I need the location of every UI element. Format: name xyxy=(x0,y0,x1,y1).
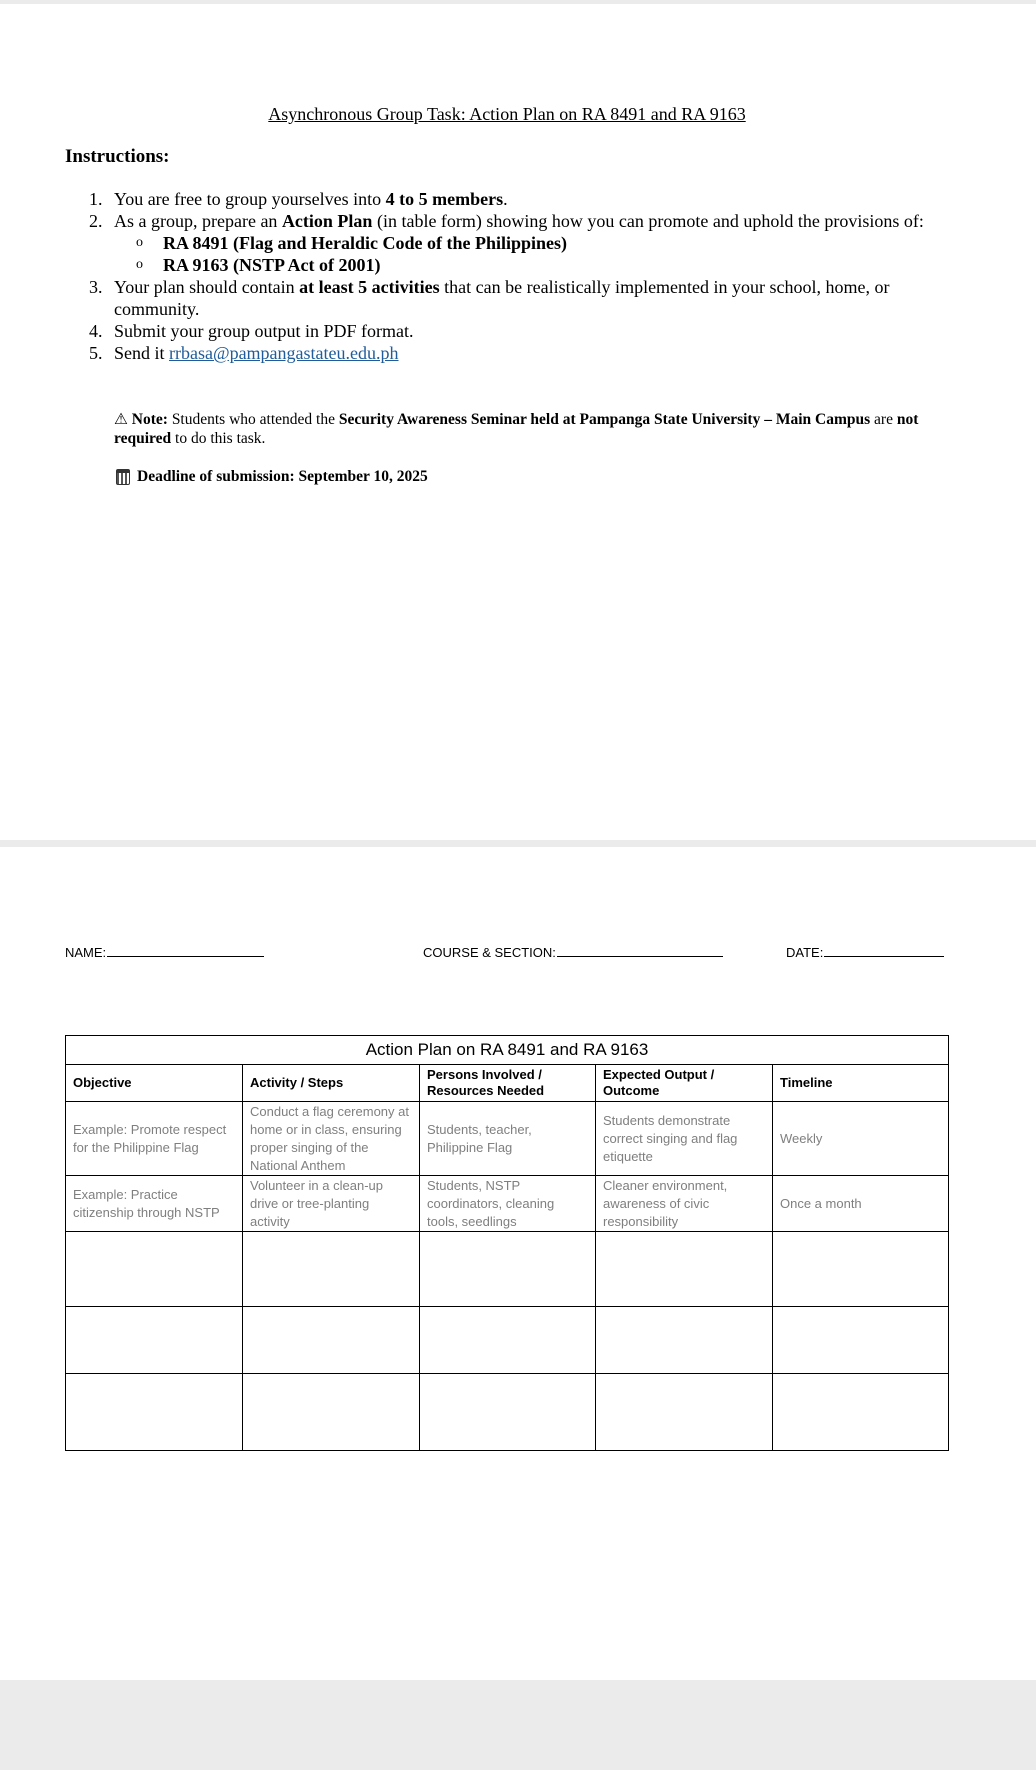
name-field xyxy=(65,945,264,960)
document-title: Asynchronous Group Task: Action Plan on RA 8491 and RA 9163 xyxy=(268,104,746,124)
table-cell[interactable]: Weekly xyxy=(773,1102,949,1176)
empty-cell[interactable] xyxy=(773,1374,949,1451)
table-row-empty xyxy=(66,1307,949,1374)
table-row xyxy=(66,1176,949,1232)
list-number: 4. xyxy=(89,321,103,341)
empty-cell[interactable] xyxy=(420,1232,596,1307)
date-blank[interactable] xyxy=(824,955,944,957)
empty-cell[interactable] xyxy=(243,1307,420,1374)
instruction-emphasis: at least 5 activities xyxy=(299,277,440,297)
header-persons-resources: Persons Involved / Resources Needed xyxy=(420,1065,596,1102)
bullet-icon: o xyxy=(136,257,143,272)
table-cell[interactable]: Once a month xyxy=(773,1176,949,1232)
action-plan-table xyxy=(65,1035,949,1451)
list-number: 2. xyxy=(89,211,103,231)
instructions-heading: Instructions: xyxy=(65,146,170,167)
course-section-blank[interactable] xyxy=(557,955,723,957)
note-emphasis: not required xyxy=(114,411,919,447)
document-page-1 xyxy=(0,4,1036,840)
law-text: RA 9163 (NSTP Act of 2001) xyxy=(163,255,381,275)
table-cell[interactable]: Volunteer in a clean-up drive or tree-planting activity xyxy=(243,1176,420,1232)
table-row xyxy=(66,1102,949,1176)
instruction-text: . xyxy=(503,189,508,209)
table-cell[interactable]: Example: Promote respect for the Philippine Flag xyxy=(66,1102,243,1176)
note-emphasis: Security Awareness Seminar held at Pampanga State University – Main Campus xyxy=(338,411,871,428)
empty-cell[interactable] xyxy=(596,1307,773,1374)
note-label: Note: xyxy=(131,411,168,428)
empty-cell[interactable] xyxy=(66,1307,243,1374)
note-text: Students who attended the xyxy=(167,411,339,428)
note-paragraph xyxy=(114,410,954,448)
list-number: 1. xyxy=(89,189,103,209)
email-link[interactable]: rrbasa@pampangastateu.edu.ph xyxy=(169,343,399,363)
course-section-field xyxy=(423,945,723,960)
instruction-emphasis: Action Plan xyxy=(281,211,373,231)
note-text: are xyxy=(870,411,897,428)
table-cell[interactable]: Example: Practice citizenship through NSTP xyxy=(66,1176,243,1232)
table-cell[interactable]: Cleaner environment, awareness of civic responsibility xyxy=(596,1176,773,1232)
empty-cell[interactable] xyxy=(596,1232,773,1307)
empty-cell[interactable] xyxy=(596,1374,773,1451)
instruction-item-2 xyxy=(65,210,960,276)
list-number: 5. xyxy=(89,343,103,363)
empty-cell[interactable] xyxy=(66,1232,243,1307)
date-field xyxy=(786,945,944,960)
empty-cell[interactable] xyxy=(420,1374,596,1451)
empty-cell[interactable] xyxy=(773,1307,949,1374)
empty-cell[interactable] xyxy=(420,1307,596,1374)
note-text: to do this task. xyxy=(171,430,266,447)
deadline-line xyxy=(116,468,428,486)
table-cell[interactable]: Students, NSTP coordinators, cleaning tools, seedlings xyxy=(420,1176,596,1232)
header-activity: Activity / Steps xyxy=(243,1065,420,1102)
empty-cell[interactable] xyxy=(243,1232,420,1307)
instruction-item-1 xyxy=(65,188,960,210)
law-item-ra8491 xyxy=(114,232,960,254)
instruction-text: Submit your group output in PDF format. xyxy=(114,321,414,341)
document-page-2 xyxy=(0,847,1036,1680)
empty-cell[interactable] xyxy=(243,1374,420,1451)
instruction-text: You are free to group yourselves into xyxy=(114,189,386,209)
table-cell[interactable]: Students, teacher, Philippine Flag xyxy=(420,1102,596,1176)
empty-cell[interactable] xyxy=(66,1374,243,1451)
bullet-icon: o xyxy=(136,235,143,250)
instruction-text: As a group, prepare an xyxy=(114,211,282,231)
header-objective: Objective xyxy=(66,1065,243,1102)
table-title: Action Plan on RA 8491 and RA 9163 xyxy=(66,1036,949,1065)
table-cell[interactable]: Students demonstrate correct singing and flag etiquette xyxy=(596,1102,773,1176)
warning-icon: ⚠ xyxy=(114,411,128,428)
instruction-text: Send it xyxy=(114,343,170,363)
header-timeline: Timeline xyxy=(773,1065,949,1102)
deadline-text: Deadline of submission: September 10, 2025 xyxy=(137,468,428,485)
header-expected-output: Expected Output / Outcome xyxy=(596,1065,773,1102)
instruction-item-3 xyxy=(65,276,960,320)
table-cell[interactable]: Conduct a flag ceremony at home or in class, ensuring proper singing of the National Anthem xyxy=(243,1102,420,1176)
table-header-row xyxy=(66,1065,949,1102)
instruction-text: (in table form) showing how you can promote and uphold the provisions of: xyxy=(372,211,924,231)
law-text: RA 8491 (Flag and Heraldic Code of the Philippines) xyxy=(163,233,568,253)
instruction-emphasis: 4 to 5 members xyxy=(385,189,504,209)
instruction-item-4 xyxy=(65,320,960,342)
instruction-item-5 xyxy=(65,342,960,364)
instruction-text: that can be realistically implemented in your school, home, or community. xyxy=(114,277,890,319)
name-blank[interactable] xyxy=(107,955,264,957)
table-row-empty xyxy=(66,1374,949,1451)
list-number: 3. xyxy=(89,277,103,297)
course-section-label: COURSE & SECTION: xyxy=(423,945,556,960)
date-label: DATE: xyxy=(786,945,824,960)
law-list xyxy=(114,232,960,276)
empty-cell[interactable] xyxy=(773,1232,949,1307)
law-item-ra9163 xyxy=(114,254,960,276)
table-row-empty xyxy=(66,1232,949,1307)
instructions-list xyxy=(65,188,960,364)
calendar-icon xyxy=(116,469,130,485)
name-label: NAME: xyxy=(65,945,107,960)
instruction-text: Your plan should contain xyxy=(114,277,300,297)
